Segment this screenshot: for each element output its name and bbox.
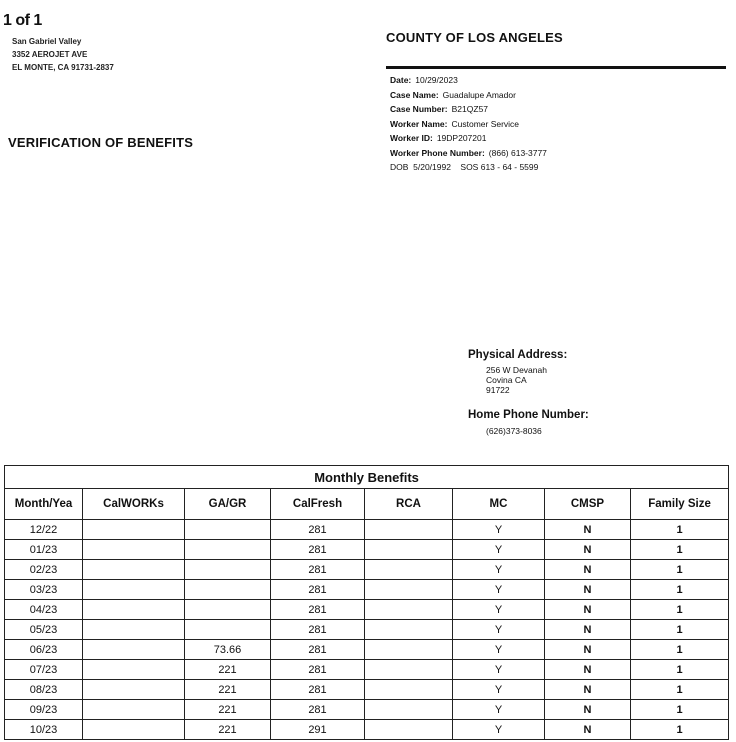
gagr-cell xyxy=(185,540,271,560)
table-header-row xyxy=(5,489,729,520)
calfresh-cell: 281 xyxy=(271,640,365,660)
rca-cell xyxy=(365,680,453,700)
month-cell: 06/23 xyxy=(5,640,83,660)
worker-name-label: Worker Name: xyxy=(390,118,448,129)
physical-address-label: Physical Address: xyxy=(468,349,568,361)
date-value: 10/29/2023 xyxy=(415,75,458,85)
family-size-cell: 1 xyxy=(631,580,729,600)
table-row xyxy=(5,520,729,540)
monthly-benefits-table xyxy=(4,465,729,740)
calfresh-cell: 281 xyxy=(271,660,365,680)
cmsp-cell: N xyxy=(545,600,631,620)
header-divider xyxy=(386,66,726,69)
physical-address-block xyxy=(468,349,567,395)
month-cell: 12/22 xyxy=(5,520,83,540)
worker-name-value: Customer Service xyxy=(451,118,520,129)
family-size-cell: 1 xyxy=(631,600,729,620)
worker-phone-label: Worker Phone Number: xyxy=(390,147,485,158)
calworks-cell xyxy=(83,640,185,660)
month-cell: 09/23 xyxy=(5,700,83,720)
county-title: COUNTY OF LOS ANGELES xyxy=(386,30,563,45)
home-phone-label: Home Phone Number: xyxy=(468,409,589,421)
rca-cell xyxy=(365,700,453,720)
rca-cell xyxy=(365,520,453,540)
home-phone-value: (626)373-8036 xyxy=(486,426,542,436)
calfresh-cell: 281 xyxy=(271,580,365,600)
column-header: CalFresh xyxy=(271,489,365,520)
cmsp-cell: N xyxy=(545,660,631,680)
rca-cell xyxy=(365,560,453,580)
calworks-cell xyxy=(83,580,185,600)
mc-cell: Y xyxy=(453,660,545,680)
mc-cell: Y xyxy=(453,700,545,720)
dob-sos-line: DOB 5/20/1992 SOS 613 - 64 - 5599 xyxy=(390,162,539,172)
column-header: GA/GR xyxy=(185,489,271,520)
table-row xyxy=(5,540,729,560)
calworks-cell xyxy=(83,620,185,640)
month-cell: 01/23 xyxy=(5,540,83,560)
worker-name-row xyxy=(390,117,547,132)
column-header: CMSP xyxy=(545,489,631,520)
date-row xyxy=(390,73,547,88)
mc-cell: Y xyxy=(453,640,545,660)
worker-id-value: 19DP207201 xyxy=(436,133,487,143)
mc-cell: Y xyxy=(453,620,545,640)
month-cell: 10/23 xyxy=(5,720,83,740)
date-label: Date: xyxy=(390,75,412,85)
cmsp-cell: N xyxy=(545,700,631,720)
family-size-cell: 1 xyxy=(631,540,729,560)
rca-cell xyxy=(365,660,453,680)
office-address-block xyxy=(12,35,114,74)
gagr-cell xyxy=(185,580,271,600)
cmsp-cell: N xyxy=(545,580,631,600)
calfresh-cell: 281 xyxy=(271,680,365,700)
physical-address-line1: 256 W Devanah xyxy=(486,365,547,375)
mc-cell: Y xyxy=(453,680,545,700)
calworks-cell xyxy=(83,660,185,680)
table-row xyxy=(5,720,729,740)
cmsp-cell: N xyxy=(545,540,631,560)
cmsp-cell: N xyxy=(545,640,631,660)
calfresh-cell: 281 xyxy=(271,560,365,580)
case-number-label: Case Number: xyxy=(390,104,448,114)
physical-address-line2: Covina CA xyxy=(486,375,527,385)
case-number-row xyxy=(390,102,547,117)
rca-cell xyxy=(365,640,453,660)
office-name: San Gabriel Valley xyxy=(12,37,82,46)
calworks-cell xyxy=(83,720,185,740)
family-size-cell: 1 xyxy=(631,620,729,640)
calworks-cell xyxy=(83,680,185,700)
family-size-cell: 1 xyxy=(631,660,729,680)
mc-cell: Y xyxy=(453,520,545,540)
family-size-cell: 1 xyxy=(631,700,729,720)
table-row xyxy=(5,700,729,720)
gagr-cell: 221 xyxy=(185,700,271,720)
table-row xyxy=(5,560,729,580)
column-header: Family Size xyxy=(631,489,729,520)
table-row xyxy=(5,660,729,680)
cmsp-cell: N xyxy=(545,620,631,640)
case-name-value: Guadalupe Amador xyxy=(442,89,516,100)
month-cell: 07/23 xyxy=(5,660,83,680)
mc-cell: Y xyxy=(453,600,545,620)
mc-cell: Y xyxy=(453,560,545,580)
month-cell: 08/23 xyxy=(5,680,83,700)
gagr-cell: 221 xyxy=(185,660,271,680)
mc-cell: Y xyxy=(453,580,545,600)
family-size-cell: 1 xyxy=(631,720,729,740)
cmsp-cell: N xyxy=(545,560,631,580)
case-name-label: Case Name: xyxy=(390,89,439,100)
month-cell: 02/23 xyxy=(5,560,83,580)
column-header: Month/Yea xyxy=(5,489,83,520)
calfresh-cell: 281 xyxy=(271,700,365,720)
mc-cell: Y xyxy=(453,720,545,740)
home-phone-block xyxy=(468,409,589,436)
rca-cell xyxy=(365,720,453,740)
worker-id-label: Worker ID: xyxy=(390,133,433,143)
mc-cell: Y xyxy=(453,540,545,560)
gagr-cell: 73.66 xyxy=(185,640,271,660)
gagr-cell: 221 xyxy=(185,680,271,700)
rca-cell xyxy=(365,580,453,600)
physical-address-lines xyxy=(486,365,567,395)
rca-cell xyxy=(365,600,453,620)
column-header: RCA xyxy=(365,489,453,520)
table-row xyxy=(5,620,729,640)
family-size-cell: 1 xyxy=(631,520,729,540)
column-header: MC xyxy=(453,489,545,520)
table-row xyxy=(5,600,729,620)
cmsp-cell: N xyxy=(545,680,631,700)
cmsp-cell: N xyxy=(545,520,631,540)
gagr-cell: 221 xyxy=(185,720,271,740)
family-size-cell: 1 xyxy=(631,560,729,580)
gagr-cell xyxy=(185,600,271,620)
month-cell: 03/23 xyxy=(5,580,83,600)
calfresh-cell: 281 xyxy=(271,600,365,620)
cmsp-cell: N xyxy=(545,720,631,740)
calworks-cell xyxy=(83,520,185,540)
column-header: CalWORKs xyxy=(83,489,185,520)
family-size-cell: 1 xyxy=(631,680,729,700)
calfresh-cell: 281 xyxy=(271,620,365,640)
family-size-cell: 1 xyxy=(631,640,729,660)
table-caption: Monthly Benefits xyxy=(5,466,729,489)
gagr-cell xyxy=(185,620,271,640)
calworks-cell xyxy=(83,700,185,720)
gagr-cell xyxy=(185,560,271,580)
worker-id-row xyxy=(390,131,547,146)
month-cell: 04/23 xyxy=(5,600,83,620)
table-row xyxy=(5,580,729,600)
case-info-block xyxy=(390,73,547,175)
worker-phone-row xyxy=(390,146,547,161)
calfresh-cell: 281 xyxy=(271,520,365,540)
page-counter: 1 of 1 xyxy=(3,12,42,29)
calworks-cell xyxy=(83,560,185,580)
worker-phone-value: (866) 613-3777 xyxy=(488,147,547,158)
office-address-line2: EL MONTE, CA 91731-2837 xyxy=(12,63,114,72)
calworks-cell xyxy=(83,600,185,620)
case-name-row xyxy=(390,88,547,103)
rca-cell xyxy=(365,620,453,640)
calfresh-cell: 291 xyxy=(271,720,365,740)
rca-cell xyxy=(365,540,453,560)
document-heading: VERIFICATION OF BENEFITS xyxy=(8,135,194,150)
case-number-value: B21QZ57 xyxy=(451,104,489,114)
office-address-line1: 3352 AEROJET AVE xyxy=(12,50,88,59)
table-row xyxy=(5,640,729,660)
table-row xyxy=(5,680,729,700)
calfresh-cell: 281 xyxy=(271,540,365,560)
month-cell: 05/23 xyxy=(5,620,83,640)
gagr-cell xyxy=(185,520,271,540)
physical-address-line3: 91722 xyxy=(486,385,510,395)
calworks-cell xyxy=(83,540,185,560)
